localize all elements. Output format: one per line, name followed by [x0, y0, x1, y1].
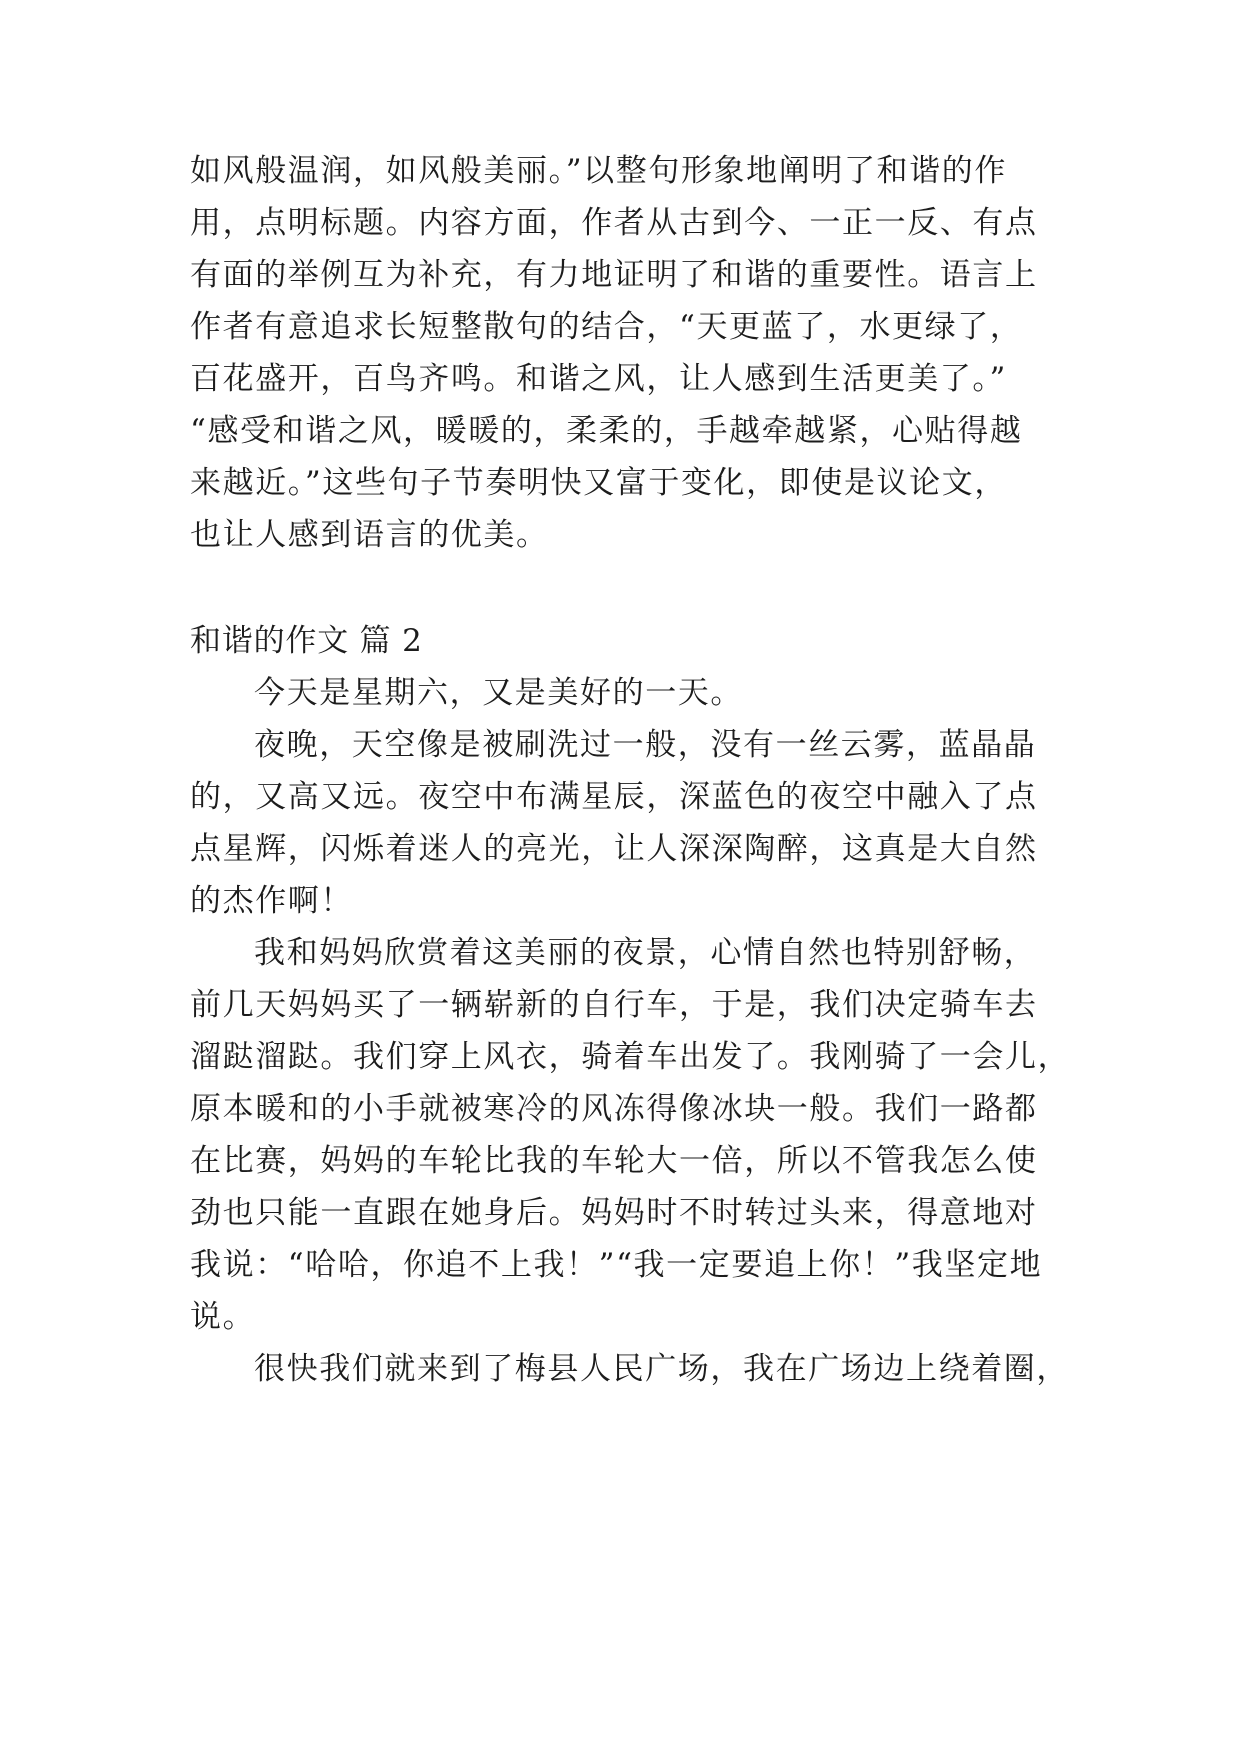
- paragraph-first-line: 今天是星期六，又是美好的一天。: [254, 675, 743, 711]
- text-line: 用，点明标题。内容方面，作者从古到今、一正一反、有点: [190, 205, 1038, 241]
- text-line: “感受和谐之风，暖暖的，柔柔的，手越牵越紧，心贴得越: [190, 413, 1023, 449]
- text-line: 原本暖和的小手就被寒冷的风冻得像冰块一般。我们一路都: [190, 1091, 1038, 1127]
- text-line: 我说：“哈哈，你追不上我！”“我一定要追上你！”我坚定地: [190, 1247, 1043, 1283]
- text-line: 劲也只能一直跟在她身后。妈妈时不时转过头来，得意地对: [190, 1195, 1038, 1231]
- section-heading: 和谐的作文 篇 2: [190, 623, 423, 659]
- paragraph-first-line: 很快我们就来到了梅县人民广场，我在广场边上绕着圈，: [254, 1351, 1069, 1387]
- text-line: 溜跶溜跶。我们穿上风衣，骑着车出发了。我刚骑了一会儿，: [190, 1039, 1071, 1075]
- text-line: 来越近。”这些句子节奏明快又富于变化，即使是议论文，: [190, 465, 1007, 501]
- text-line: 的杰作啊！: [190, 883, 353, 919]
- text-line: 也让人感到语言的优美。: [190, 517, 549, 553]
- paragraph-first-line: 我和妈妈欣赏着这美丽的夜景，心情自然也特别舒畅，: [254, 935, 1037, 971]
- text-line: 有面的举例互为补充，有力地证明了和谐的重要性。语言上: [190, 257, 1038, 293]
- paragraph-first-line: 夜晚，天空像是被刷洗过一般，没有一丝云雾，蓝晶晶: [254, 727, 1037, 763]
- text-line: 的，又高又远。夜空中布满星辰，深蓝色的夜空中融入了点: [190, 779, 1038, 815]
- text-line: 百花盛开，百鸟齐鸣。和谐之风，让人感到生活更美了。”: [190, 361, 1007, 397]
- text-line: 前几天妈妈买了一辆崭新的自行车，于是，我们决定骑车去: [190, 987, 1038, 1023]
- text-line: 说。: [190, 1299, 256, 1335]
- text-line: 点星辉，闪烁着迷人的亮光，让人深深陶醉，这真是大自然: [190, 831, 1038, 867]
- text-line: 如风般温润，如风般美丽。”以整句形象地阐明了和谐的作: [190, 153, 1007, 189]
- text-line: 作者有意追求长短整散句的结合，“天更蓝了，水更绿了，: [190, 309, 1023, 345]
- text-line: 在比赛，妈妈的车轮比我的车轮大一倍，所以不管我怎么使: [190, 1143, 1038, 1179]
